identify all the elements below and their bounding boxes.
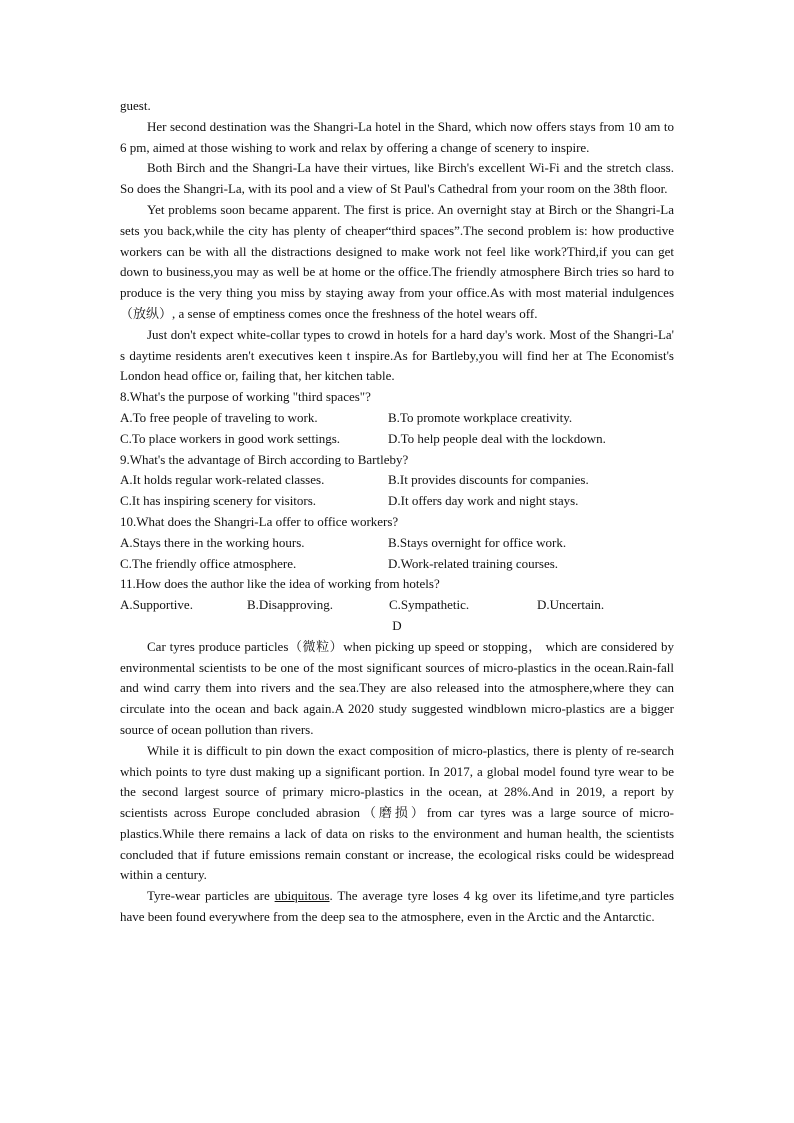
passage-c-paragraph-0: guest. (120, 98, 151, 113)
passage-c-paragraph-3: Yet problems soon became apparent. The first is price. An overnight stay at Birch or the Shangri-La sets you back,while the city has plenty of cheaper“third spaces”.The second problem is: how productive workers can be with all the distractions designed to make work not feel like work?Third,if you can get down to business,you may as well be at home or the office.The friendly atmosphere Birch tries so hard to produce is the very thing you miss by staying away from your office.As with most material indulgences（放纵）, a sense of emptiness comes once the freshness of the hotel wears off. (120, 201, 674, 321)
option-a: A.To free people of traveling to work. (120, 409, 318, 425)
passage-c-paragraph-4: Just don't expect white-collar types to crowd in hotels for a hard day's work. Most of the Shangri-La' s daytime residents aren't executives keen t inspire.As for Bartleby,you will find her at The Economist's London head office or, failing that, her kitchen table. (120, 326, 674, 384)
passage-d-paragraph-1: Car tyres produce particles（微粒）when picking up speed or stopping， which are considered by environmental scientists to be one of the most significant sources of micro-plastics in the ocean.Rain-fall and wind carry them into rivers and the sea.They are also released into the atmosphere,where they can circulate into the ocean and back again.A 2020 study suggested windblown micro-plastics are a bigger source of ocean pollution than rivers. (120, 638, 674, 737)
option-b: B.To promote workplace creativity. (388, 409, 573, 425)
question-8 (120, 387, 674, 449)
option-d: D.Work-related training courses. (388, 555, 559, 571)
passage-d-paragraph-2: While it is difficult to pin down the exact composition of micro-plastics, there is plenty of re-search which points to tyre dust making up a significant portion. In 2017, a global model found tyre wear to be the second largest source of primary micro-plastics in the ocean, at 28%.And in 2019, a report by scientists across Europe concluded abrasion（磨损）from car tyres was a large source of micro-plastics.While there remains a lack of data on risks to the environment and human health, the scientists concluded that if future emissions remain constant or increase, the ecological risks could be widespread within a century. (120, 742, 674, 883)
passage-c-paragraph-1: Her second destination was the Shangri-La hotel in the Shard, which now offers stays from 10 am to 6 pm, aimed at those wishing to work and relax by offering a change of scenery to inspire. (120, 118, 674, 155)
option-a: A.Supportive. (120, 597, 193, 613)
options-row (120, 533, 674, 554)
paragraph-text: . The average tyre loses 4 kg over its lifetime,and tyre particles have been found everywhere from the deep sea to the atmosphere, even in the Arctic and the Antarctic. (120, 888, 675, 925)
passage-c-paragraph-2: Both Birch and the Shangri-La have their virtues, like Birch's excellent Wi-Fi and the stretch class. So does the Shangri-La, with its pool and a view of St Paul's Cathedral from your room on the 38th floor. (120, 160, 674, 197)
option-b: B.Disapproving. (247, 597, 333, 613)
options-row (120, 470, 674, 491)
options-row (120, 408, 674, 429)
option-d: D.To help people deal with the lockdown. (388, 430, 606, 446)
question-11 (120, 574, 674, 616)
section-heading: D (392, 617, 402, 633)
option-a: A.It holds regular work-related classes. (120, 472, 325, 488)
option-d: D.Uncertain. (537, 597, 605, 613)
option-b: B.Stays overnight for office work. (388, 534, 567, 550)
underlined-word: ubiquitous (274, 888, 330, 904)
question-9 (120, 450, 674, 512)
option-c: C.To place workers in good work settings. (120, 430, 341, 446)
question-stem: 9.What's the advantage of Birch according to Bartleby? (120, 451, 409, 467)
options-row (120, 554, 674, 575)
option-c: C.Sympathetic. (389, 597, 470, 613)
option-d: D.It offers day work and night stays. (388, 493, 579, 509)
option-b: B.It provides discounts for companies. (388, 472, 589, 488)
option-c: C.It has inspiring scenery for visitors. (120, 493, 317, 509)
question-stem: 10.What does the Shangri-La offer to office workers? (120, 513, 399, 529)
options-row (120, 429, 674, 450)
options-row (120, 595, 674, 616)
options-row (120, 491, 674, 512)
passage-d-paragraph-3 (120, 886, 674, 928)
document-page (120, 96, 674, 928)
option-a: A.Stays there in the working hours. (120, 534, 305, 550)
question-stem: 8.What's the purpose of working "third spaces"? (120, 389, 371, 405)
paragraph-text: Tyre-wear particles are (147, 888, 275, 904)
option-c: C.The friendly office atmosphere. (120, 555, 297, 571)
question-stem: 11.How does the author like the idea of working from hotels? (120, 576, 440, 592)
question-10 (120, 512, 674, 574)
